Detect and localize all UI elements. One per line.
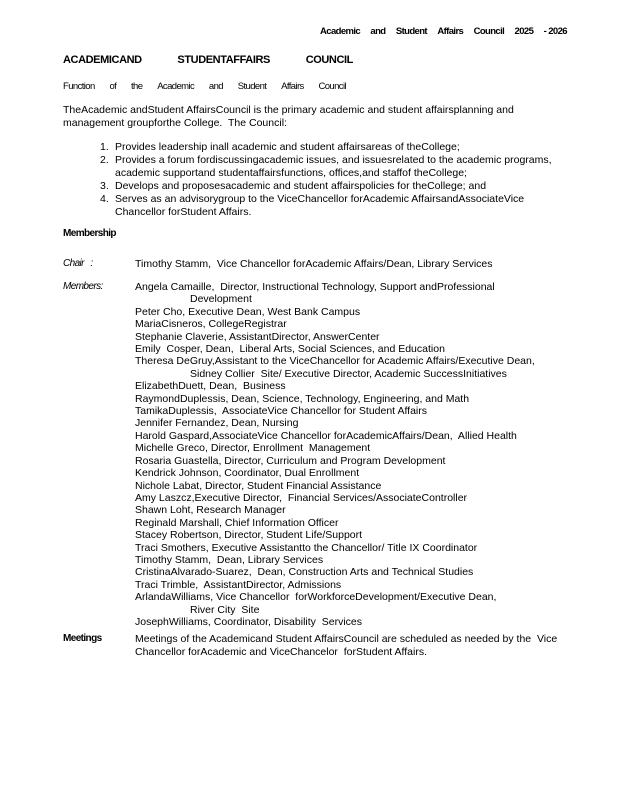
member-line: RaymondDuplessis, Dean, Science, Technology, Engineering, and Math: [135, 392, 470, 405]
function-heading-token: the: [130, 81, 143, 92]
list-item: [100, 193, 578, 219]
function-heading-token: Student: [237, 81, 267, 92]
member-line: Nichole Labat, Director, Student Financial Assistance: [135, 479, 382, 492]
item-text: Provides a forum fordiscussingacademic issues, and issuesrelated to the academic programs, academic supportand studentaffairsfunctions, offices,and staffof theCollege;: [115, 154, 558, 179]
page-title: [63, 54, 353, 66]
members-list: [135, 281, 535, 628]
running-header-token: Student: [395, 26, 427, 37]
meetings-row: [63, 633, 578, 659]
member-line: Timothy Stamm, Dean, Library Services: [135, 553, 324, 566]
meetings-label: Meetings: [63, 633, 102, 644]
member-line: Jennifer Fernandez, Dean, Nursing: [135, 417, 299, 430]
item-number: 2.: [100, 154, 109, 166]
member-line: ArlandaWilliams, Vice Chancellor forWorkforceDevelopment/Executive Dean,: [135, 591, 497, 604]
list-item: [100, 141, 578, 154]
member-line: Angela Camaille, Director, Instructional Technology, Support andProfessional: [135, 281, 495, 293]
member-line: Stephanie Claverie, AssistantDirector, AnswerCenter: [135, 330, 380, 343]
member-line: Sidney Collier Site/ Executive Director, Academic SuccessInitiatives: [190, 367, 507, 380]
item-number: 3.: [100, 180, 109, 192]
member-line: Amy Laszcz,Executive Director, Financial Services/AssociateController: [135, 491, 468, 504]
item-number: 1.: [100, 141, 109, 153]
chair-value: Timothy Stamm, Vice Chancellor forAcademic Affairs/Dean, Library Services: [135, 258, 493, 270]
function-heading-token: of: [109, 81, 117, 92]
member-line: Harold Gaspard,AssociateVice Chancellor forAcademicAffairs/Dean, Allied Health: [135, 429, 517, 442]
running-header-token: - 2026: [543, 26, 567, 37]
running-header: [320, 26, 567, 37]
member-line: River City Site: [190, 603, 260, 616]
member-line: JosephWilliams, Coordinator, Disability Services: [135, 615, 362, 628]
item-text: Provides leadership inall academic and student affairsareas of theCollege;: [115, 141, 460, 153]
running-header-token: and: [370, 26, 386, 37]
member-line: Stacey Robertson, Director, Student Life/Support: [135, 529, 363, 542]
running-header-token: Academic: [320, 26, 361, 37]
running-header-token: Affairs: [437, 26, 464, 37]
members-label: Members:: [63, 281, 103, 292]
intro-paragraph: TheAcademic andStudent AffairsCouncil is the primary academic and student affairsplanning and management groupforthe College. The Council:: [63, 104, 517, 129]
chair-row: [63, 258, 570, 270]
list-item: [100, 154, 578, 180]
member-line: Michelle Greco, Director, Enrollment Management: [135, 442, 371, 455]
member-line: CristinaAlvarado-Suarez, Dean, Construction Arts and Technical Studies: [135, 566, 474, 579]
members-row: [63, 281, 578, 628]
member-line: Rosaria Guastella, Director, Curriculum and Program Development: [135, 454, 446, 467]
member-line: Theresa DeGruy,Assistant to the ViceChancellor for Academic Affairs/Executive Dean,: [135, 355, 535, 368]
item-text: Serves as an advisorygroup to the ViceChancellor forAcademic AffairsandAssociateVice Chancellor forStudent Affairs.: [115, 193, 530, 218]
member-line: Peter Cho, Executive Dean, West Bank Campus: [135, 305, 361, 318]
running-header-token: Council: [473, 26, 505, 37]
member-line: Shawn Loht, Research Manager: [135, 504, 286, 517]
function-heading-token: and: [208, 81, 223, 92]
page-title-token: ACADEMICAND: [63, 54, 142, 66]
member-line: MariaCisneros, CollegeRegistrar: [135, 318, 287, 331]
member-line: Development: [190, 293, 252, 306]
membership-heading: Membership: [63, 228, 116, 239]
function-heading-token: Council: [318, 81, 346, 92]
member-line: Traci Trimble, AssistantDirector, Admissions: [135, 578, 342, 591]
member-line: Emily Cosper, Dean, Liberal Arts, Social Sciences, and Education: [135, 343, 445, 356]
member-line: Traci Smothers, Executive Assistantto the Chancellor/ Title IX Coordinator: [135, 541, 478, 554]
member-line: Kendrick Johnson, Coordinator, Dual Enrollment: [135, 467, 360, 480]
member-line: Reginald Marshall, Chief Information Officer: [135, 516, 339, 529]
member-line: TamikaDuplessis, AssociateVice Chancellor for Student Affairs: [135, 405, 428, 418]
list-item: [100, 180, 578, 193]
function-heading: [63, 81, 346, 92]
member-line: ElizabethDuett, Dean, Business: [135, 380, 286, 393]
function-heading-token: Affairs: [281, 81, 304, 92]
chair-label: Chair :: [63, 258, 93, 269]
page-title-token: COUNCIL: [305, 54, 353, 66]
functions-list: [100, 141, 578, 219]
item-number: 4.: [100, 193, 109, 205]
function-heading-token: Academic: [157, 81, 195, 92]
page-title-token: STUDENTAFFAIRS: [177, 54, 270, 66]
function-heading-token: Function: [63, 81, 95, 92]
item-text: Develops and proposesacademic and student affairspolicies for theCollege; and: [115, 180, 487, 192]
meetings-text: Meetings of the Academicand Student AffairsCouncil are scheduled as needed by the Vice Chancellor forAcademic and ViceChancelor forStudent Affairs.: [135, 633, 561, 658]
running-header-token: 2025: [514, 26, 534, 37]
